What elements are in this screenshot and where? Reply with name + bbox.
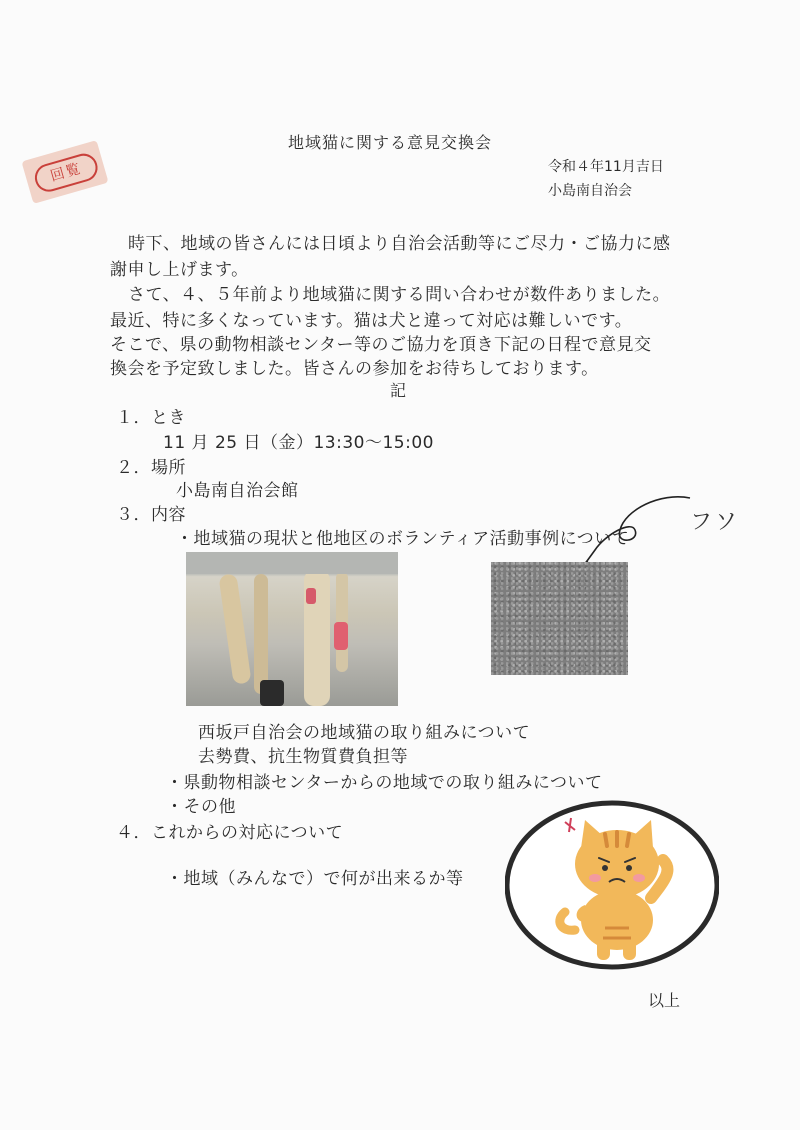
intro-line-6: 換会を予定致しました。皆さんの参加をお待ちしております。 (110, 359, 599, 379)
intro-line-5: そこで、県の動物相談センター等のご協力を頂き下記の日程で意見交 (110, 335, 652, 355)
item-4-bullet: ・地域（みんなで）で何が出来るか等 (166, 869, 464, 889)
intro-line-4: 最近、特に多くなっています。猫は犬と違って対応は難しいです。 (110, 311, 633, 331)
gravel-photo (491, 562, 628, 675)
document-date: 令和４年11月吉日 (548, 159, 664, 175)
organization-name: 小島南自治会 (548, 183, 632, 199)
kairan-stamp (21, 140, 108, 204)
item-2-venue: 小島南自治会館 (176, 481, 299, 501)
item-2-heading: ２．場所 (116, 458, 186, 478)
content-bullet-1: ・地域猫の現状と他地区のボランティア活動事例について (176, 529, 630, 549)
item-4-heading: ４．これからの対応について (116, 823, 344, 843)
intro-line-3: さて、４、５年前より地域猫に関する問い合わせが数件ありました。 (128, 285, 671, 305)
item-1-datetime: 11 月 25 日（金）13:30〜15:00 (163, 433, 434, 453)
stamp-text: 回覧 (32, 150, 101, 195)
pipes-photo (186, 552, 398, 706)
content-bullet-3: ・その他 (166, 797, 236, 817)
content-bullet-2: ・県動物相談センターからの地域での取り組みについて (166, 773, 603, 793)
ki-heading: 記 (390, 381, 407, 400)
troubled-cat-illustration (505, 800, 719, 970)
closing-mark: 以上 (648, 991, 681, 1010)
intro-line-2: 謝申し上げます。 (110, 260, 249, 280)
content-caption-1: 西坂戸自治会の地域猫の取り組みについて (198, 723, 531, 743)
item-3-heading: ３．内容 (116, 505, 186, 525)
item-1-heading: １．とき (116, 408, 186, 428)
intro-line-1: 時下、地域の皆さんには日頃より自治会活動等にご尽力・ご協力に感 (128, 234, 671, 254)
document-title: 地域猫に関する意見交換会 (288, 133, 493, 152)
handwritten-note: フソ (690, 510, 741, 535)
content-caption-2: 去勢費、抗生物質費負担等 (198, 747, 408, 767)
